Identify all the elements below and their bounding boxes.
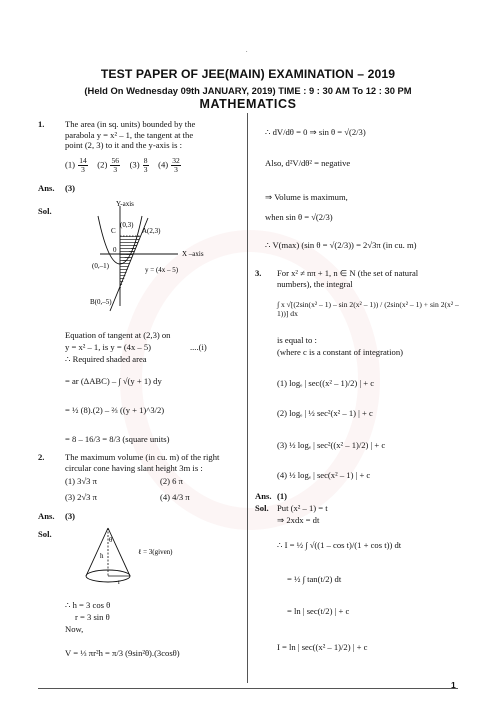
q1-text — [65, 119, 240, 151]
q3-line3: is equal to : — [277, 335, 317, 345]
q3-text — [277, 268, 462, 289]
q1-eq2-tag: ....(i) — [190, 342, 207, 352]
q2-opt1: (1) 3√3 π — [65, 476, 97, 486]
q1-opt4-num: 32 — [172, 156, 180, 165]
q2-ans: (3) — [65, 511, 76, 521]
q1-line2: parabola y = x² – 1, the tangent at the — [65, 129, 194, 140]
r1: ∴ dV/dθ = 0 ⇒ sin θ = √(2/3) — [265, 127, 366, 137]
q3-opt4: (4) ½ logₑ | sec(x² – 1) | + c — [277, 470, 371, 480]
q1-opt3-num: 8 — [143, 156, 148, 165]
page-number: 1 — [451, 680, 456, 690]
q1-line3: point (2, 3) to it and the y-axis is : — [65, 140, 182, 151]
page-title: TEST PAPER OF JEE(MAIN) EXAMINATION – 2019 — [100, 67, 396, 81]
r4: when sin θ = √(2/3) — [265, 212, 333, 222]
q1-eq2: y = x² – 1, is y = (4x – 5) — [65, 342, 152, 352]
q1-opt4-frac — [171, 157, 181, 174]
q2-s2: r = 3 sin θ — [75, 612, 110, 622]
q3-line2: numbers), the integral — [277, 278, 353, 289]
q3-s1: Put (x² – 1) = t — [277, 503, 328, 513]
q1-opt4-den: 3 — [174, 164, 178, 174]
fig-xaxis-label: X –axis — [182, 250, 204, 258]
q1-eq6: = 8 – 16/3 = 8/3 (square units) — [65, 434, 170, 444]
q1-eq4: = ar (ΔABC) – ∫ √(y + 1) dy — [65, 376, 162, 386]
q3-s2: ⇒ 2xdx = dt — [277, 515, 320, 525]
q1-opt1-frac — [78, 157, 88, 174]
fig-b-label: B(0,–5) — [90, 298, 112, 306]
q2-s4: V = ⅓ πr²h = π/3 (9sin²θ).(3cosθ) — [65, 648, 180, 658]
fig-c-coords: (0,3) — [120, 221, 134, 229]
q1-opt1-label: (1) — [65, 159, 76, 170]
q1-eq3: ∴ Required shaded area — [65, 354, 147, 364]
q3-ans: (1) — [277, 491, 288, 501]
q3-opt3: (3) ½ logₑ | sec²((x² – 1)/2) | + c — [277, 440, 386, 450]
fig-vertex-label: (0,–1) — [92, 262, 109, 270]
fig-tangent-label: y = (4x – 5) — [145, 266, 179, 274]
q2-sol-label: Sol. — [38, 529, 52, 539]
q2-cone-figure — [80, 524, 230, 594]
cone-h: h — [100, 552, 104, 560]
q2-opt4: (4) 4/3 π — [160, 492, 190, 502]
q2-ans-label: Ans. — [38, 511, 55, 521]
column-divider — [247, 113, 248, 683]
q3-ans-label: Ans. — [255, 491, 272, 501]
cone-r: r — [118, 578, 121, 586]
q1-figure — [70, 196, 240, 321]
q1-opt3-den: 3 — [143, 164, 148, 174]
q1-sol-label: Sol. — [38, 206, 52, 216]
q2-opt2: (2) 6 π — [160, 476, 183, 486]
q2-line2: circular cone having slant height 3m is : — [65, 462, 203, 473]
r2: Also, d²V/dθ² = negative — [265, 158, 351, 168]
q1-number: 1. — [38, 119, 45, 129]
q1-options — [65, 157, 245, 174]
q3-line4: (where c is a constant of integration) — [277, 347, 403, 357]
page-subtitle: (Held On Wednesday 09th JANUARY, 2019) TIME : 9 : 30 AM To 12 : 30 PM — [84, 85, 412, 96]
q1-eq1: Equation of tangent at (2,3) on — [65, 330, 171, 340]
q1-opt3-frac — [143, 157, 149, 174]
q3-opt2: (2) logₑ | ½ sec²(x² – 1) | + c — [277, 408, 373, 418]
q1-opt1-den: 3 — [81, 164, 85, 174]
q1-opt3-label: (3) — [129, 159, 140, 170]
fig-origin-label: 0 — [113, 246, 117, 254]
q3-opt1: (1) logₑ | sec((x² – 1)/2) | + c — [277, 378, 375, 388]
q1-ans-label: Ans. — [38, 183, 55, 193]
cone-left-side — [86, 528, 108, 576]
cone-slant: ℓ = 3(given) — [138, 548, 173, 556]
q3-s6: I = ln | sec((x² – 1)/2) | + c — [277, 642, 368, 652]
cone-theta: θ — [109, 536, 113, 544]
q3-s5: = ln | sec(t/2) | + c — [287, 606, 350, 616]
q3-number: 3. — [255, 268, 262, 278]
q2-number: 2. — [38, 452, 45, 462]
r3: ⇒ Volume is maximum, — [265, 192, 348, 202]
q2-line1: The maximum volume (in cu. m) of the right — [65, 452, 220, 462]
header-dot: . — [246, 48, 248, 54]
q1-opt2-den: 3 — [113, 164, 118, 174]
q3-s4: = ½ ∫ tan(t/2) dt — [287, 574, 342, 584]
q1-opt2-num: 56 — [111, 156, 119, 165]
q3-s3: ∴ I = ½ ∫ √((1 – cos t)/(1 + cos t)) dt — [277, 540, 402, 550]
q1-eq5: = ½ (8).(2) – ⅔ ((y + 1)^3/2) — [65, 405, 165, 415]
q2-s1: ∴ h = 3 cos θ — [65, 600, 111, 610]
q3-integral: ∫ x √[(2sin(x² – 1) – sin 2(x² – 1)) / (2sin(x² – 1) + sin 2(x² – 1))] dx — [277, 300, 459, 319]
q2-text — [65, 452, 243, 473]
r5: ∴ V(max) (sin θ = √(2/3)) = 2√3π (in cu. m) — [265, 240, 417, 250]
q1-ans: (3) — [65, 183, 76, 193]
q1-opt2-label: (2) — [97, 159, 108, 170]
q1-opt1-num: 14 — [79, 156, 87, 165]
q3-line1: For x² ≠ nπ + 1, n ∈ N (the set of natural — [277, 268, 419, 278]
q2-s3: Now, — [65, 624, 84, 634]
q3-sol-label: Sol. — [255, 503, 269, 513]
fig-a-label: A(2,3) — [142, 227, 161, 235]
q1-line1: The area (in sq. units) bounded by the — [65, 119, 196, 129]
footer-rule — [38, 688, 458, 689]
q1-opt4-label: (4) — [158, 159, 169, 170]
q1-opt2-frac — [110, 157, 120, 174]
q2-opt3: (3) 2√3 π — [65, 492, 97, 502]
subject-heading: MATHEMATICS — [199, 97, 297, 111]
fig-c-label: C — [111, 227, 116, 235]
fig-yaxis-label: Y-axis — [116, 200, 134, 208]
